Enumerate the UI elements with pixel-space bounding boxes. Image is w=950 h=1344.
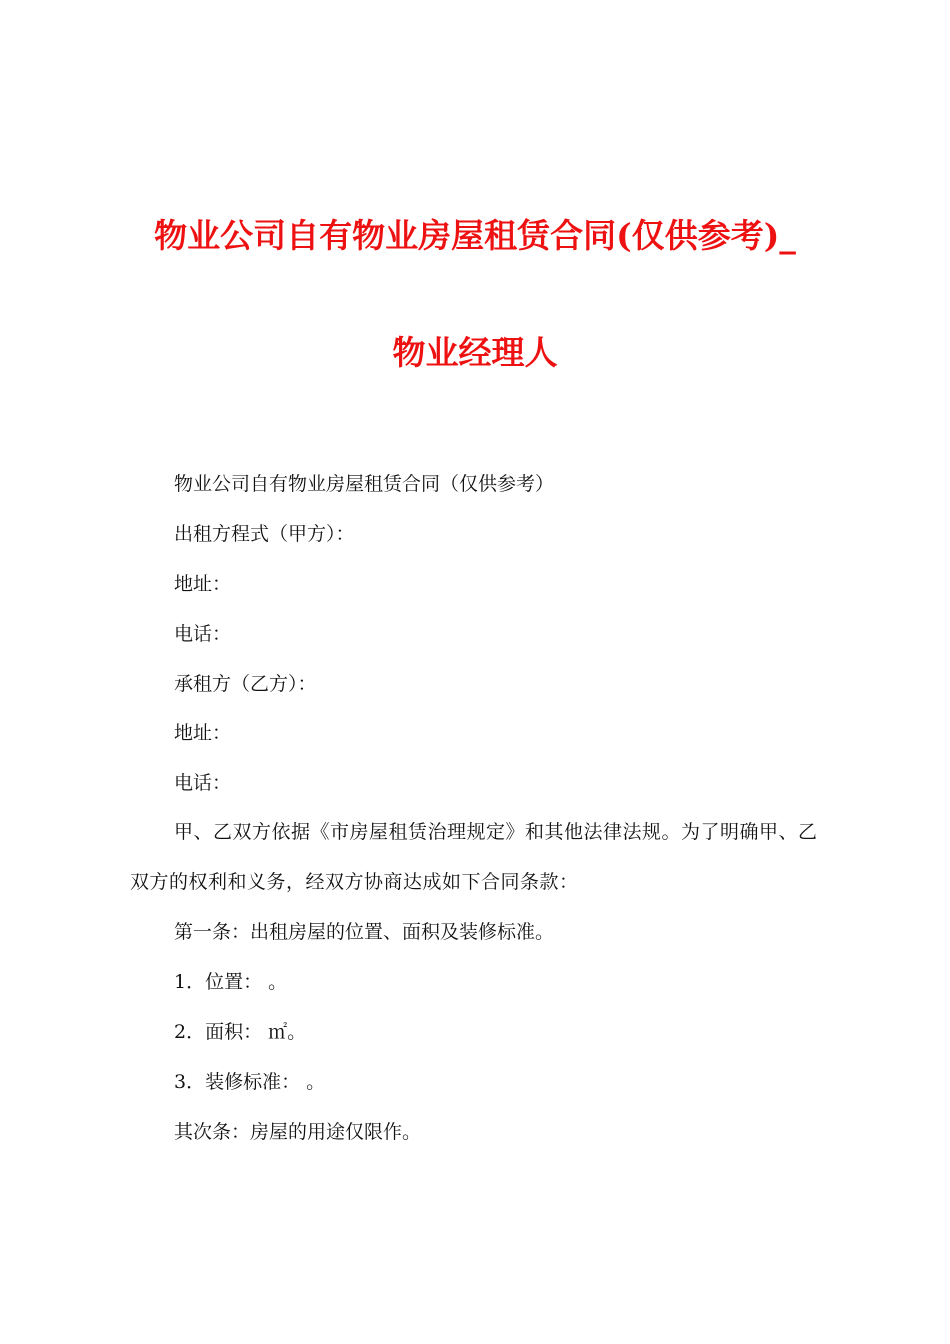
lessor-label: 出租方程式（甲方）： [174, 523, 355, 545]
document-title-line-2: 物业经理人 [392, 333, 558, 372]
contract-heading: 物业公司自有物业房屋租赁合同（仅供参考） [174, 473, 555, 495]
article-1-item-2: 2．面积： ㎡。 [174, 1021, 307, 1043]
lessee-address: 地址： [174, 722, 232, 744]
lessor-phone: 电话： [174, 623, 232, 645]
lessee-phone: 电话： [174, 772, 232, 794]
document-title-line-1: 物业公司自有物业房屋租赁合同(仅供参考)_ [154, 216, 796, 255]
article-1-item-1: 1．位置： 。 [174, 971, 288, 993]
preamble-paragraph: 甲、乙双方依据《市房屋租赁治理规定》和其他法律法规。为了明确甲、乙双方的权利和义务，经双方协商达成如下合同条款： [130, 821, 818, 893]
article-2: 其次条：房屋的用途仅限作。 [174, 1121, 422, 1143]
lessor-address: 地址： [174, 573, 232, 595]
lessee-label: 承租方（乙方）： [174, 673, 317, 695]
article-1-item-3: 3．装修标准： 。 [174, 1071, 326, 1093]
article-1: 第一条：出租房屋的位置、面积及装修标准。 [174, 921, 555, 943]
